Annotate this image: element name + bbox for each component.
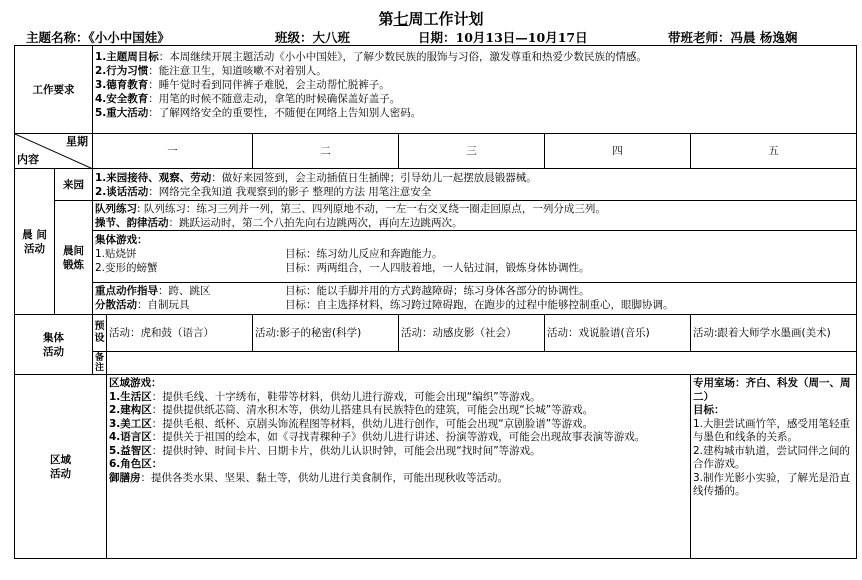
- formation-head: 操节、韵律活动: [95, 217, 169, 229]
- week-number: 七: [393, 10, 409, 28]
- requirement-head: 4.安全教育: [95, 93, 149, 105]
- requirement-head: 3.德育教育: [95, 79, 149, 91]
- formation-text: : 队列练习：练习三列并一列，第三、四列原地不动，一左一右交叉绕一圈走回原点，一列分成三列。: [137, 203, 606, 215]
- area-head: 区域游戏：: [109, 377, 162, 389]
- plan-table: [14, 45, 857, 559]
- focus-row: [15, 283, 857, 315]
- page-title: [0, 8, 862, 29]
- formation-head: 队列练习: [95, 203, 137, 215]
- date-value: 10月13日—10月17日: [455, 30, 588, 45]
- game-name: 1.贴烧饼: [95, 248, 137, 260]
- requirement-text: ：了解网络安全的重要性，不随便在网络上告知别人密码。: [148, 107, 422, 119]
- zone-text: ：提供各类水果、坚果、黏土等，供幼儿进行美食制作，可能出现秋收等活动。: [140, 471, 508, 484]
- zone-text: ：提供关于祖国的绘本，如《寻找青稞种子》供幼儿进行讲述、扮演等游戏，可能会出现故事表演等游戏。: [151, 431, 646, 443]
- requirement-text: ：用笔的时候不随意走动，拿笔的时候确保盖好盖子。: [148, 93, 401, 105]
- note-content: [107, 352, 857, 375]
- zone-head: 御膳房: [109, 471, 141, 484]
- area-content: [107, 375, 691, 559]
- arrival-text: ：网络完全我知道 我观察到的影子 整理的方法 用笔注意安全: [148, 186, 432, 198]
- focus-item: [95, 284, 854, 298]
- zone-head: 4.语言区: [109, 431, 152, 443]
- game-goal: 目标：练习幼儿反应和奔跑能力。: [285, 248, 443, 260]
- formation-line: [95, 216, 854, 230]
- zone-head: 2.建构区: [109, 404, 152, 416]
- group-games-content: [93, 231, 857, 283]
- date-field: [418, 28, 588, 46]
- zone-head: 6.角色区：: [109, 458, 163, 470]
- preset-label: 预 设: [93, 315, 107, 352]
- zone-item: [109, 472, 688, 486]
- theme-value: 《小小中国娃》: [88, 30, 170, 45]
- weekday-corner: [15, 134, 93, 169]
- group-activity-label: 集体 活动: [15, 315, 93, 375]
- zone-text: ：提供毛线、十字绣布，鞋带等材料，供幼儿进行游戏，可能会出现“编织”等游戏。: [151, 390, 541, 403]
- special-goal: 1.大胆尝试画竹竿，感受用笔轻重与墨色和线条的关系。: [693, 417, 851, 443]
- corner-bottom-label: 内容: [17, 153, 39, 166]
- formation-text: ：跳跃运动时，第二个八拍先向右边跳两次，再向左边跳两次。: [168, 217, 463, 229]
- special-goal: 2.建构城市轨道，尝试同伴之间的合作游戏。: [693, 444, 851, 470]
- teacher-field: [668, 28, 797, 46]
- requirements-row: [15, 46, 857, 134]
- zone-item: [109, 431, 688, 445]
- title-prefix: 第: [378, 10, 394, 28]
- title-suffix: 周工作计划: [408, 10, 484, 28]
- zone-item: [109, 404, 688, 418]
- theme-field: [26, 28, 170, 46]
- special-room-content: [691, 375, 857, 559]
- requirement-item: [95, 64, 854, 78]
- area-row: [15, 375, 857, 559]
- arrival-label: 来园: [55, 169, 93, 201]
- date-label: 日期：: [418, 30, 456, 45]
- class-value: 大八班: [312, 30, 351, 45]
- zone-item: [109, 418, 688, 432]
- zone-item: [109, 391, 688, 405]
- game-name: 2.变形的螃蟹: [95, 262, 158, 274]
- arrival-head: 1.来园接待、观察、劳动: [95, 172, 212, 184]
- zone-head: 3.美工区: [109, 417, 152, 430]
- activity-fri: 活动:跟着大师学水墨画(美术): [691, 315, 857, 352]
- game-item: [95, 247, 854, 261]
- activity-mon: 活动：虎和鼓（语言）: [107, 315, 253, 352]
- teacher-label: 带班老师：: [668, 30, 731, 45]
- arrival-content: [93, 169, 857, 201]
- focus-head: 分散活动: [95, 299, 137, 311]
- weekday-wed: 三: [399, 134, 545, 169]
- requirement-item: [95, 78, 854, 92]
- arrival-text: ：做好来园签到，会主动插值日生插牌；引导幼儿一起摆放晨锻器械。: [211, 172, 537, 184]
- weekday-row: [15, 134, 857, 169]
- note-label: 备 注: [93, 352, 107, 375]
- requirements-content: [93, 46, 857, 134]
- focus-goal: 目标：自主选择材料，练习跨过障碍跑，在跑步的过程中能够控制重心，眼脚协调。: [285, 299, 674, 311]
- formation-row: [15, 201, 857, 231]
- focus-head: 重点动作指导: [95, 285, 158, 297]
- group-activity-row: [15, 315, 857, 352]
- area-label: 区域 活动: [15, 375, 107, 559]
- note-row: [15, 352, 857, 375]
- activity-wed: 活动：动感皮影（社会）: [399, 315, 545, 352]
- weekday-tue: 二: [253, 134, 399, 169]
- zone-text: ：提供提供纸芯筒、清水积木等，供幼儿搭建具有民族特色的建筑，可能会出现“长城”等游戏。: [151, 404, 594, 416]
- weekday-mon: 一: [93, 134, 253, 169]
- requirement-text: ：睡午觉时看到同伴裤子难脱，会主动帮忙脱裤子。: [148, 79, 390, 91]
- formation-line: [95, 202, 854, 216]
- special-goal: 3.制作光影小实验，了解光是沿直线传播的。: [693, 471, 851, 497]
- requirement-head: 1.主题周目标: [95, 51, 159, 63]
- requirement-head: 2.行为习惯: [95, 65, 149, 77]
- special-goal-head: 目标：: [693, 404, 725, 416]
- theme-label: 主题名称：: [26, 30, 89, 45]
- focus-goal: 目标：能以手脚并用的方式跨越障碍；练习身体各部分的协调性。: [285, 285, 590, 297]
- game-item: [95, 261, 854, 275]
- arrival-line: [95, 171, 854, 185]
- game-goal: 目标：两两组合，一人四肢着地，一人钻过洞，锻炼身体协调性。: [285, 262, 590, 274]
- group-games-row: [15, 231, 857, 283]
- class-field: [275, 28, 350, 46]
- exercise-label: 晨间 锻炼: [55, 201, 93, 315]
- requirement-text: ：本周继续开展主题活动《小小中国娃》，了解少数民族的服饰与习俗，激发尊重和热爱少数民族的情感。: [158, 51, 648, 63]
- zone-text: ：提供时钟、时间卡片、日期卡片，供幼儿认识时钟，可能会出现“找时间”等游戏。: [151, 444, 541, 457]
- focus-content: [93, 283, 857, 315]
- arrival-line: [95, 185, 854, 199]
- activity-thu: 活动：戏说脸谱(音乐): [545, 315, 691, 352]
- zone-text: ：提供毛根、纸杯、京剧头饰流程图等材料，供幼儿进行创作，可能会出现“京剧脸谱”等游戏。: [151, 417, 594, 430]
- requirement-head: 5.重大活动: [95, 107, 149, 119]
- class-label: 班级：: [275, 30, 313, 45]
- teacher-value: 冯晨 杨逸娴: [730, 30, 798, 45]
- morning-label: 晨 间 活动: [15, 169, 55, 315]
- group-games-head: 集体游戏：: [95, 234, 148, 246]
- requirement-text: ：能注意卫生，知道咳嗽不对着别人。: [148, 65, 327, 77]
- focus-text: ：跨、跳区: [158, 285, 211, 297]
- focus-text: ：自制玩具: [137, 299, 190, 311]
- focus-item: [95, 298, 854, 312]
- arrival-row: [15, 169, 857, 201]
- requirement-item: [95, 92, 854, 106]
- zone-item: [109, 458, 688, 472]
- zone-item: [109, 445, 688, 459]
- corner-top-label: 星期: [66, 135, 88, 148]
- requirement-item: [95, 106, 854, 120]
- requirements-label: 工作要求: [15, 46, 93, 134]
- arrival-head: 2.谈话活动: [95, 186, 149, 198]
- weekday-fri: 五: [691, 134, 857, 169]
- special-room-head: 专用室场：齐白、科发（周一、周二）: [693, 377, 851, 403]
- zone-head: 1.生活区: [109, 390, 152, 403]
- weekday-thu: 四: [545, 134, 691, 169]
- activity-tue: 活动:影子的秘密(科学): [253, 315, 399, 352]
- requirement-item: [95, 50, 854, 64]
- zone-head: 5.益智区: [109, 444, 152, 457]
- formation-content: [93, 201, 857, 231]
